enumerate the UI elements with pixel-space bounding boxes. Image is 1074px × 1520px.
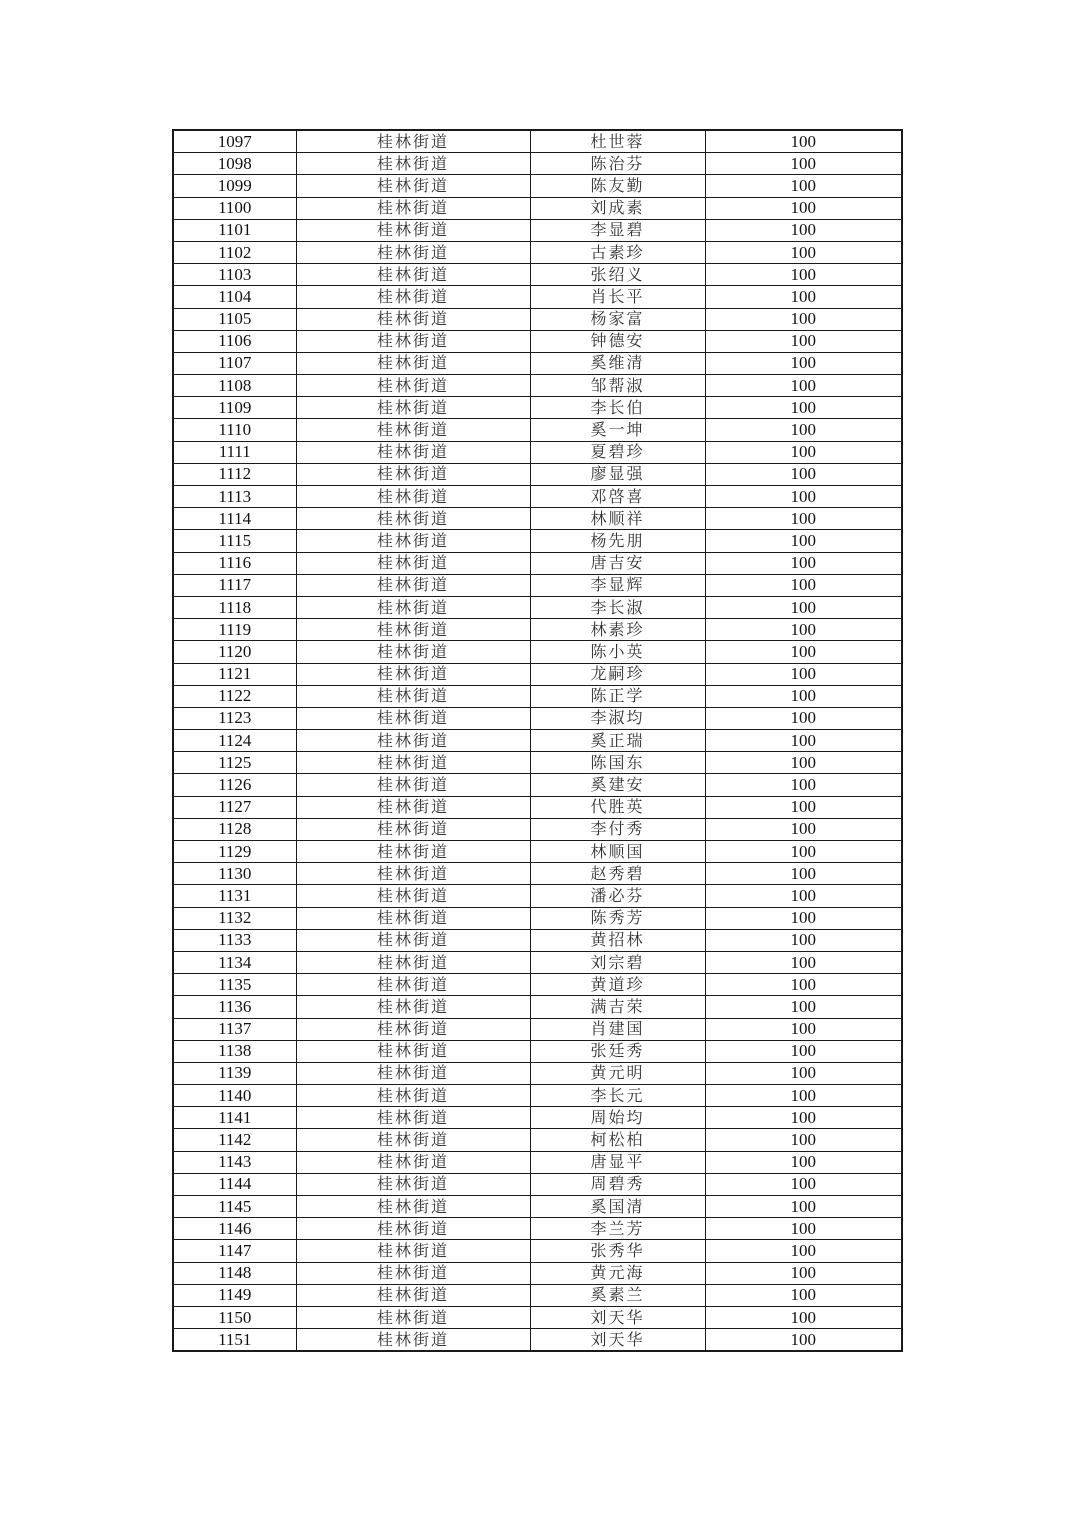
street-cell: 桂林街道 <box>296 130 530 153</box>
table-row <box>173 1018 902 1040</box>
table-row <box>173 885 902 907</box>
row-number-cell: 1097 <box>173 130 296 153</box>
person-name-cell: 夏碧珍 <box>530 441 705 463</box>
row-number-cell: 1124 <box>173 730 296 752</box>
table-row <box>173 796 902 818</box>
amount-cell: 100 <box>705 1306 902 1328</box>
street-cell: 桂林街道 <box>296 863 530 885</box>
amount-cell: 100 <box>705 463 902 485</box>
street-cell: 桂林街道 <box>296 486 530 508</box>
table-row <box>173 1196 902 1218</box>
person-name-cell: 唐吉安 <box>530 552 705 574</box>
amount-cell: 100 <box>705 241 902 263</box>
table-row <box>173 1151 902 1173</box>
amount-cell: 100 <box>705 929 902 951</box>
amount-cell: 100 <box>705 841 902 863</box>
amount-cell: 100 <box>705 1085 902 1107</box>
amount-cell: 100 <box>705 197 902 219</box>
table-row <box>173 219 902 241</box>
person-name-cell: 李付秀 <box>530 818 705 840</box>
street-cell: 桂林街道 <box>296 730 530 752</box>
row-number-cell: 1137 <box>173 1018 296 1040</box>
person-name-cell: 奚建安 <box>530 774 705 796</box>
table-row <box>173 1129 902 1151</box>
table-row <box>173 663 902 685</box>
street-cell: 桂林街道 <box>296 1262 530 1284</box>
table-row <box>173 596 902 618</box>
street-cell: 桂林街道 <box>296 552 530 574</box>
street-cell: 桂林街道 <box>296 330 530 352</box>
street-cell: 桂林街道 <box>296 375 530 397</box>
person-name-cell: 邹帮淑 <box>530 375 705 397</box>
amount-cell: 100 <box>705 530 902 552</box>
row-number-cell: 1102 <box>173 241 296 263</box>
street-cell: 桂林街道 <box>296 707 530 729</box>
table-row <box>173 197 902 219</box>
amount-cell: 100 <box>705 596 902 618</box>
street-cell: 桂林街道 <box>296 508 530 530</box>
person-name-cell: 李长伯 <box>530 397 705 419</box>
person-name-cell: 龙嗣珍 <box>530 663 705 685</box>
amount-cell: 100 <box>705 352 902 374</box>
table-row <box>173 1173 902 1195</box>
row-number-cell: 1127 <box>173 796 296 818</box>
street-cell: 桂林街道 <box>296 1196 530 1218</box>
table-row <box>173 907 902 929</box>
street-cell: 桂林街道 <box>296 996 530 1018</box>
person-name-cell: 周碧秀 <box>530 1173 705 1195</box>
street-cell: 桂林街道 <box>296 1329 530 1352</box>
person-name-cell: 刘天华 <box>530 1329 705 1352</box>
person-name-cell: 廖显强 <box>530 463 705 485</box>
amount-cell: 100 <box>705 1151 902 1173</box>
amount-cell: 100 <box>705 153 902 175</box>
table-row <box>173 175 902 197</box>
row-number-cell: 1133 <box>173 929 296 951</box>
street-cell: 桂林街道 <box>296 1218 530 1240</box>
street-cell: 桂林街道 <box>296 574 530 596</box>
table-row <box>173 463 902 485</box>
row-number-cell: 1135 <box>173 974 296 996</box>
street-cell: 桂林街道 <box>296 841 530 863</box>
subsidy-roster-table <box>172 129 903 1352</box>
street-cell: 桂林街道 <box>296 796 530 818</box>
roster-table-body <box>173 130 902 1351</box>
table-row <box>173 818 902 840</box>
table-row <box>173 929 902 951</box>
amount-cell: 100 <box>705 397 902 419</box>
row-number-cell: 1116 <box>173 552 296 574</box>
table-row <box>173 264 902 286</box>
person-name-cell: 陈秀芳 <box>530 907 705 929</box>
person-name-cell: 李淑均 <box>530 707 705 729</box>
person-name-cell: 柯松柏 <box>530 1129 705 1151</box>
person-name-cell: 林顺国 <box>530 841 705 863</box>
row-number-cell: 1128 <box>173 818 296 840</box>
row-number-cell: 1119 <box>173 619 296 641</box>
person-name-cell: 肖长平 <box>530 286 705 308</box>
row-number-cell: 1136 <box>173 996 296 1018</box>
row-number-cell: 1134 <box>173 951 296 973</box>
person-name-cell: 奚一坤 <box>530 419 705 441</box>
row-number-cell: 1117 <box>173 574 296 596</box>
table-row <box>173 508 902 530</box>
table-row <box>173 486 902 508</box>
person-name-cell: 刘成素 <box>530 197 705 219</box>
amount-cell: 100 <box>705 685 902 707</box>
row-number-cell: 1107 <box>173 352 296 374</box>
amount-cell: 100 <box>705 863 902 885</box>
amount-cell: 100 <box>705 1284 902 1306</box>
row-number-cell: 1114 <box>173 508 296 530</box>
table-row <box>173 863 902 885</box>
row-number-cell: 1148 <box>173 1262 296 1284</box>
person-name-cell: 刘天华 <box>530 1306 705 1328</box>
person-name-cell: 陈正学 <box>530 685 705 707</box>
row-number-cell: 1099 <box>173 175 296 197</box>
row-number-cell: 1129 <box>173 841 296 863</box>
street-cell: 桂林街道 <box>296 885 530 907</box>
street-cell: 桂林街道 <box>296 397 530 419</box>
table-row <box>173 241 902 263</box>
person-name-cell: 杜世蓉 <box>530 130 705 153</box>
table-row <box>173 951 902 973</box>
amount-cell: 100 <box>705 619 902 641</box>
amount-cell: 100 <box>705 264 902 286</box>
amount-cell: 100 <box>705 375 902 397</box>
table-row <box>173 375 902 397</box>
amount-cell: 100 <box>705 1240 902 1262</box>
amount-cell: 100 <box>705 130 902 153</box>
street-cell: 桂林街道 <box>296 774 530 796</box>
row-number-cell: 1103 <box>173 264 296 286</box>
amount-cell: 100 <box>705 818 902 840</box>
person-name-cell: 陈治芬 <box>530 153 705 175</box>
person-name-cell: 满吉荣 <box>530 996 705 1018</box>
table-row <box>173 308 902 330</box>
amount-cell: 100 <box>705 574 902 596</box>
person-name-cell: 奚国清 <box>530 1196 705 1218</box>
person-name-cell: 张绍义 <box>530 264 705 286</box>
person-name-cell: 潘必芬 <box>530 885 705 907</box>
street-cell: 桂林街道 <box>296 264 530 286</box>
amount-cell: 100 <box>705 508 902 530</box>
person-name-cell: 张秀华 <box>530 1240 705 1262</box>
amount-cell: 100 <box>705 1018 902 1040</box>
table-row <box>173 286 902 308</box>
row-number-cell: 1139 <box>173 1062 296 1084</box>
table-row <box>173 752 902 774</box>
street-cell: 桂林街道 <box>296 153 530 175</box>
person-name-cell: 林素珍 <box>530 619 705 641</box>
amount-cell: 100 <box>705 974 902 996</box>
row-number-cell: 1121 <box>173 663 296 685</box>
amount-cell: 100 <box>705 419 902 441</box>
person-name-cell: 黄道珍 <box>530 974 705 996</box>
street-cell: 桂林街道 <box>296 197 530 219</box>
street-cell: 桂林街道 <box>296 1018 530 1040</box>
amount-cell: 100 <box>705 1040 902 1062</box>
table-row <box>173 974 902 996</box>
table-row <box>173 552 902 574</box>
person-name-cell: 古素珍 <box>530 241 705 263</box>
street-cell: 桂林街道 <box>296 641 530 663</box>
table-row <box>173 707 902 729</box>
street-cell: 桂林街道 <box>296 463 530 485</box>
street-cell: 桂林街道 <box>296 286 530 308</box>
table-row <box>173 1040 902 1062</box>
person-name-cell: 唐显平 <box>530 1151 705 1173</box>
table-row <box>173 574 902 596</box>
street-cell: 桂林街道 <box>296 175 530 197</box>
row-number-cell: 1132 <box>173 907 296 929</box>
row-number-cell: 1130 <box>173 863 296 885</box>
row-number-cell: 1108 <box>173 375 296 397</box>
table-row <box>173 397 902 419</box>
street-cell: 桂林街道 <box>296 596 530 618</box>
street-cell: 桂林街道 <box>296 1151 530 1173</box>
street-cell: 桂林街道 <box>296 752 530 774</box>
amount-cell: 100 <box>705 1173 902 1195</box>
table-row <box>173 130 902 153</box>
amount-cell: 100 <box>705 175 902 197</box>
table-row <box>173 641 902 663</box>
table-row <box>173 619 902 641</box>
street-cell: 桂林街道 <box>296 441 530 463</box>
row-number-cell: 1144 <box>173 1173 296 1195</box>
row-number-cell: 1143 <box>173 1151 296 1173</box>
street-cell: 桂林街道 <box>296 818 530 840</box>
person-name-cell: 张廷秀 <box>530 1040 705 1062</box>
amount-cell: 100 <box>705 1107 902 1129</box>
person-name-cell: 陈友勤 <box>530 175 705 197</box>
amount-cell: 100 <box>705 907 902 929</box>
row-number-cell: 1122 <box>173 685 296 707</box>
table-row <box>173 153 902 175</box>
row-number-cell: 1120 <box>173 641 296 663</box>
street-cell: 桂林街道 <box>296 1173 530 1195</box>
street-cell: 桂林街道 <box>296 1040 530 1062</box>
row-number-cell: 1111 <box>173 441 296 463</box>
amount-cell: 100 <box>705 1196 902 1218</box>
table-row <box>173 774 902 796</box>
street-cell: 桂林街道 <box>296 1240 530 1262</box>
amount-cell: 100 <box>705 663 902 685</box>
row-number-cell: 1098 <box>173 153 296 175</box>
table-row <box>173 1218 902 1240</box>
amount-cell: 100 <box>705 1218 902 1240</box>
street-cell: 桂林街道 <box>296 619 530 641</box>
person-name-cell: 刘宗碧 <box>530 951 705 973</box>
person-name-cell: 李兰芳 <box>530 1218 705 1240</box>
street-cell: 桂林街道 <box>296 663 530 685</box>
street-cell: 桂林街道 <box>296 1306 530 1328</box>
table-row <box>173 996 902 1018</box>
person-name-cell: 钟德安 <box>530 330 705 352</box>
amount-cell: 100 <box>705 730 902 752</box>
amount-cell: 100 <box>705 308 902 330</box>
person-name-cell: 陈小英 <box>530 641 705 663</box>
row-number-cell: 1138 <box>173 1040 296 1062</box>
row-number-cell: 1131 <box>173 885 296 907</box>
amount-cell: 100 <box>705 330 902 352</box>
table-row <box>173 1107 902 1129</box>
person-name-cell: 黄元明 <box>530 1062 705 1084</box>
person-name-cell: 奚素兰 <box>530 1284 705 1306</box>
row-number-cell: 1110 <box>173 419 296 441</box>
street-cell: 桂林街道 <box>296 1085 530 1107</box>
street-cell: 桂林街道 <box>296 1129 530 1151</box>
amount-cell: 100 <box>705 219 902 241</box>
amount-cell: 100 <box>705 286 902 308</box>
row-number-cell: 1145 <box>173 1196 296 1218</box>
table-row <box>173 1262 902 1284</box>
amount-cell: 100 <box>705 552 902 574</box>
amount-cell: 100 <box>705 641 902 663</box>
amount-cell: 100 <box>705 1262 902 1284</box>
street-cell: 桂林街道 <box>296 530 530 552</box>
person-name-cell: 杨家富 <box>530 308 705 330</box>
street-cell: 桂林街道 <box>296 907 530 929</box>
person-name-cell: 肖建国 <box>530 1018 705 1040</box>
person-name-cell: 李长淑 <box>530 596 705 618</box>
person-name-cell: 周始均 <box>530 1107 705 1129</box>
row-number-cell: 1126 <box>173 774 296 796</box>
person-name-cell: 邓啓喜 <box>530 486 705 508</box>
row-number-cell: 1100 <box>173 197 296 219</box>
table-row <box>173 330 902 352</box>
person-name-cell: 奚维清 <box>530 352 705 374</box>
row-number-cell: 1140 <box>173 1085 296 1107</box>
row-number-cell: 1147 <box>173 1240 296 1262</box>
table-row <box>173 352 902 374</box>
person-name-cell: 林顺祥 <box>530 508 705 530</box>
row-number-cell: 1141 <box>173 1107 296 1129</box>
row-number-cell: 1146 <box>173 1218 296 1240</box>
amount-cell: 100 <box>705 752 902 774</box>
row-number-cell: 1142 <box>173 1129 296 1151</box>
row-number-cell: 1118 <box>173 596 296 618</box>
street-cell: 桂林街道 <box>296 1107 530 1129</box>
amount-cell: 100 <box>705 885 902 907</box>
table-row <box>173 730 902 752</box>
row-number-cell: 1106 <box>173 330 296 352</box>
amount-cell: 100 <box>705 1129 902 1151</box>
table-row <box>173 530 902 552</box>
street-cell: 桂林街道 <box>296 219 530 241</box>
table-row <box>173 1306 902 1328</box>
table-row <box>173 419 902 441</box>
street-cell: 桂林街道 <box>296 419 530 441</box>
person-name-cell: 陈国东 <box>530 752 705 774</box>
row-number-cell: 1115 <box>173 530 296 552</box>
person-name-cell: 黄元海 <box>530 1262 705 1284</box>
table-row <box>173 685 902 707</box>
table-row <box>173 841 902 863</box>
person-name-cell: 黄招林 <box>530 929 705 951</box>
street-cell: 桂林街道 <box>296 1284 530 1306</box>
person-name-cell: 李长元 <box>530 1085 705 1107</box>
person-name-cell: 李显辉 <box>530 574 705 596</box>
row-number-cell: 1105 <box>173 308 296 330</box>
street-cell: 桂林街道 <box>296 929 530 951</box>
person-name-cell: 杨先朋 <box>530 530 705 552</box>
table-row <box>173 441 902 463</box>
street-cell: 桂林街道 <box>296 685 530 707</box>
row-number-cell: 1109 <box>173 397 296 419</box>
street-cell: 桂林街道 <box>296 308 530 330</box>
row-number-cell: 1150 <box>173 1306 296 1328</box>
amount-cell: 100 <box>705 996 902 1018</box>
row-number-cell: 1149 <box>173 1284 296 1306</box>
street-cell: 桂林街道 <box>296 352 530 374</box>
table-row <box>173 1085 902 1107</box>
row-number-cell: 1113 <box>173 486 296 508</box>
street-cell: 桂林街道 <box>296 951 530 973</box>
amount-cell: 100 <box>705 796 902 818</box>
amount-cell: 100 <box>705 951 902 973</box>
amount-cell: 100 <box>705 707 902 729</box>
street-cell: 桂林街道 <box>296 974 530 996</box>
table-row <box>173 1329 902 1352</box>
amount-cell: 100 <box>705 774 902 796</box>
table-row <box>173 1240 902 1262</box>
row-number-cell: 1112 <box>173 463 296 485</box>
amount-cell: 100 <box>705 441 902 463</box>
table-row <box>173 1284 902 1306</box>
row-number-cell: 1104 <box>173 286 296 308</box>
table-row <box>173 1062 902 1084</box>
amount-cell: 100 <box>705 1329 902 1352</box>
row-number-cell: 1101 <box>173 219 296 241</box>
person-name-cell: 李显碧 <box>530 219 705 241</box>
row-number-cell: 1151 <box>173 1329 296 1352</box>
person-name-cell: 代胜英 <box>530 796 705 818</box>
person-name-cell: 赵秀碧 <box>530 863 705 885</box>
street-cell: 桂林街道 <box>296 241 530 263</box>
amount-cell: 100 <box>705 486 902 508</box>
row-number-cell: 1123 <box>173 707 296 729</box>
row-number-cell: 1125 <box>173 752 296 774</box>
person-name-cell: 奚正瑞 <box>530 730 705 752</box>
street-cell: 桂林街道 <box>296 1062 530 1084</box>
amount-cell: 100 <box>705 1062 902 1084</box>
